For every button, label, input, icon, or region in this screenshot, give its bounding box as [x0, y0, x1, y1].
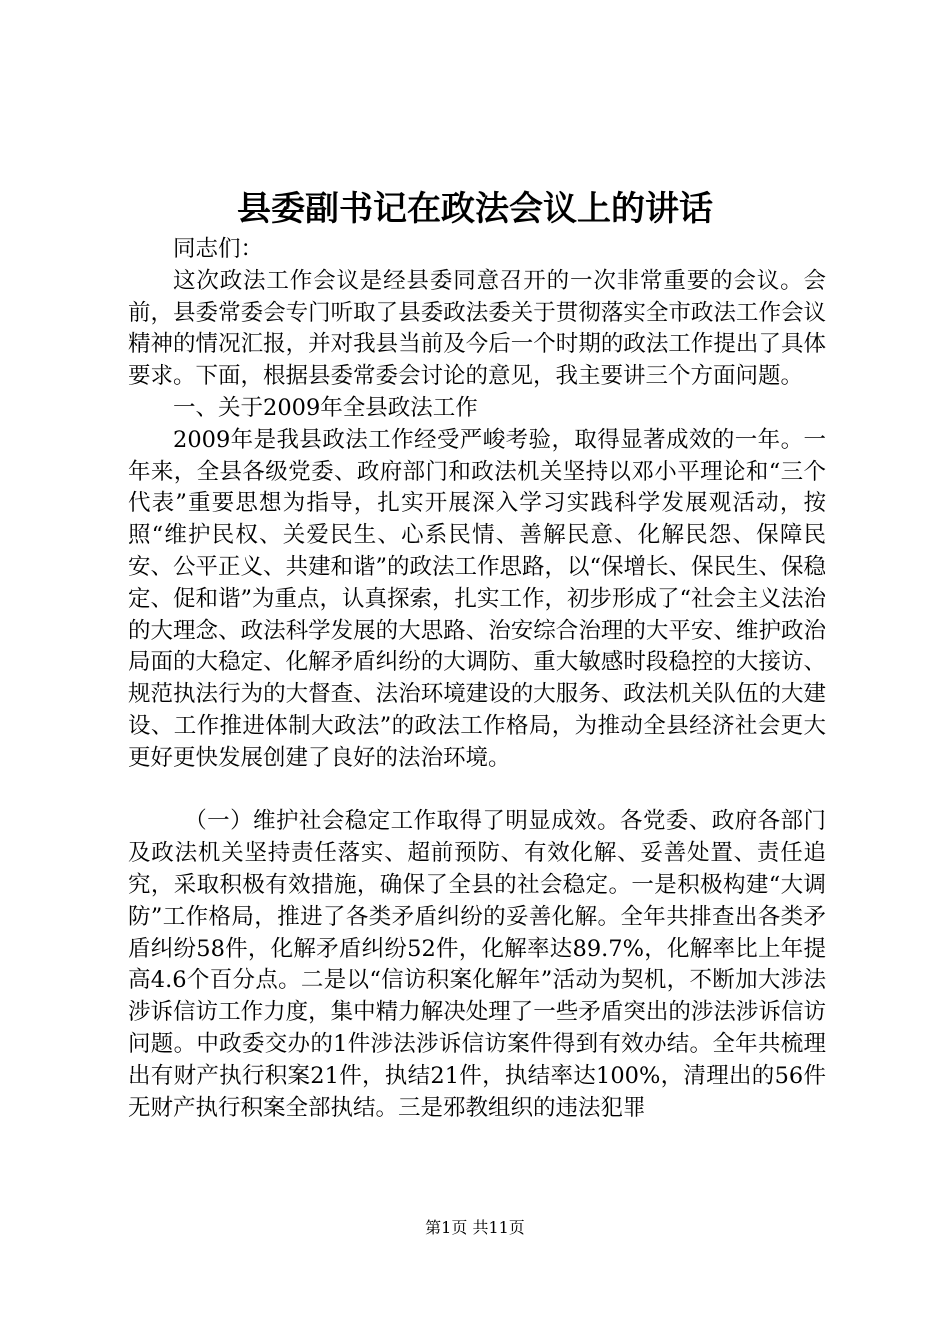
page-number-footer: 第1页 共11页 — [425, 1218, 525, 1237]
document-body — [128, 234, 826, 1124]
document-title: 县委副书记在政法会议上的讲话 — [237, 189, 713, 229]
salutation: 同志们： — [173, 236, 264, 262]
section-heading-1: 一、关于2009年全县政法工作 — [173, 394, 478, 421]
paragraph-intro: 这次政法工作会议是经县委同意召开的一次非常重要的会议。会前，县委常委会专门听取了县委政法委关于贯彻落实全市政法工作会议精神的情况汇报，并对我县当前及今后一个时期的政法工作提出了具体要求。下面，根据县委常委会讨论的意见，我主要讲三个方面问题。 — [128, 267, 826, 390]
paragraph-social-stability: （一）维护社会稳定工作取得了明显成效。各党委、政府各部门及政法机关坚持责任落实、超前预防、有效化解、妥善处置、责任追究，采取积极有效措施，确保了全县的社会稳定。一是积极构建“大调防”工作格局，推进了各类矛盾纠纷的妥善化解。全年共排查出各类矛盾纠纷58件，化解矛盾纠纷52件，化解率达89.7%，化解率比上年提高4.6个百分点。二是以“信访积案化解年”活动为契机，不断加大涉法涉诉信访工作力度，集中精力解决处理了一些矛盾突出的涉法涉诉信访问题。中政委交办的1件涉法涉诉信访案件得到有效办结。全年共梳理出有财产执行积案21件，执结21件，执结率达100%，清理出的56件无财产执行积案全部执结。三是邪教组织的违法犯罪 — [128, 808, 826, 1121]
paragraph-2009-summary: 2009年是我县政法工作经受严峻考验，取得显著成效的一年。一年来，全县各级党委、政府部门和政法机关坚持以邓小平理论和“三个代表”重要思想为指导，扎实开展深入学习实践科学发展观活动，按照“维护民权、关爱民生、心系民情、善解民意、化解民怨、保障民安、公平正义、共建和谐”的政法工作思路，以“保增长、保民生、保稳定、促和谐”为重点，认真探索，扎实工作，初步形成了“社会主义法治的大理念、政法科学发展的大思路、治安综合治理的大平安、维护政治局面的大稳定、化解矛盾纠纷的大调防、重大敏感时段稳控的大接访、规范执法行为的大督查、法治环境建设的大服务、政法机关队伍的大建设、工作推进体制大政法”的政法工作格局，为推动全县经济社会更大更好更快发展创建了良好的法治环境。 — [128, 426, 827, 771]
